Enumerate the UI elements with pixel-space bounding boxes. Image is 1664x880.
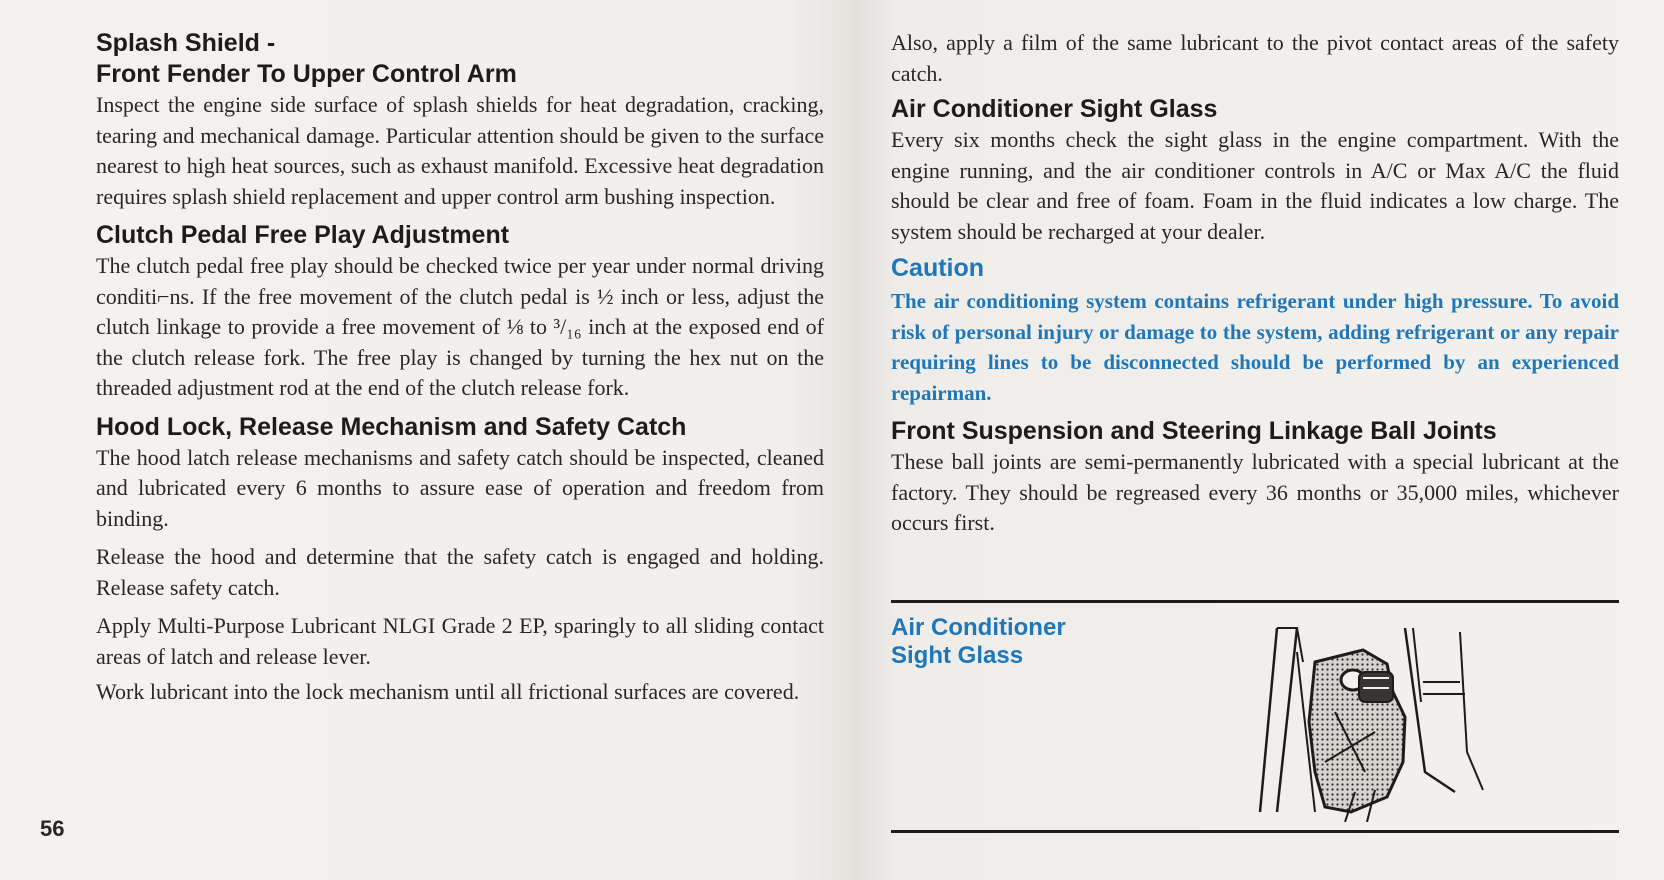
caution-title: Caution <box>891 254 985 282</box>
figure-top-rule <box>891 600 1619 603</box>
splash-shield-title: Splash Shield - <box>96 29 276 57</box>
page-number: 56 <box>40 816 65 841</box>
figure-bottom-rule <box>891 830 1619 833</box>
hood-paragraph-3: Apply Multi-Purpose Lubricant NLGI Grade 2 EP, sparingly to all sliding contact areas of latch and release lever. <box>96 613 824 669</box>
hood-paragraph-2: Release the hood and determine that the safety catch is engaged and holding. Release safety catch. <box>96 544 824 600</box>
figure-caption-line1: Air Conditioner <box>891 614 1066 641</box>
splash-shield-subtitle: Front Fender To Upper Control Arm <box>96 60 517 88</box>
sight-glass-illustration-icon <box>1255 622 1565 827</box>
figure-caption <box>891 614 1066 670</box>
hood-paragraph-1: The hood latch release mechanisms and safety catch should be inspected, cleaned and lubricated every 6 months to assure ease of operation and freedom from binding. <box>96 444 824 531</box>
splash-shield-body: Inspect the engine side surface of splash shields for heat degradation, cracking, tearing and mechanical damage. Particular attention should be given to the surface nearest to high heat sources, such as exhaust manifold. Excessive heat degradation requires splash shield replacement and upper control arm bushing inspection. <box>96 92 824 209</box>
figure-caption-line2: Sight Glass <box>891 642 1024 669</box>
intro-paragraph: Also, apply a film of the same lubricant to the pivot contact areas of the safety catch. <box>891 30 1619 86</box>
ac-title: Air Conditioner Sight Glass <box>891 95 1218 123</box>
left-column <box>96 28 824 708</box>
hood-paragraph-4: Work lubricant into the lock mechanism until all frictional surfaces are covered. <box>96 679 800 704</box>
suspension-body: These ball joints are semi-permanently lubricated with a special lubricant at the factory. They should be regreased every 36 months or 35,000 miles, whichever occurs first. <box>891 449 1619 535</box>
right-column <box>891 28 1619 539</box>
caution-body: The air conditioning system contains refrigerant under high pressure. To avoid risk of personal injury or damage to the system, adding refrigerant or any repair requiring lines to be disconnected should be performed by an experienced repairman. <box>891 289 1619 405</box>
suspension-title: Front Suspension and Steering Linkage Ball Joints <box>891 417 1497 445</box>
clutch-title: Clutch Pedal Free Play Adjustment <box>96 221 510 249</box>
hood-title: Hood Lock, Release Mechanism and Safety Catch <box>96 412 687 441</box>
clutch-body: The clutch pedal free play should be checked twice per year under normal driving conditi⌐ns. If the free movement of the clutch pedal is ½ inch or less, adjust the clutch linkage to provide a free movement of ⅛ to ³/₁₆ inch at the exposed end of the clutch release fork. The free play is changed by turning the hex nut on the threaded adjustment rod at the end of the clutch release fork. <box>96 253 824 400</box>
ac-body: Every six months check the sight glass in the engine compartment. With the engine running, and the air conditioner controls in A/C or Max A/C the fluid should be clear and free of foam. Foam in the fluid indicates a low charge. The system should be recharged at your dealer. <box>891 127 1619 244</box>
